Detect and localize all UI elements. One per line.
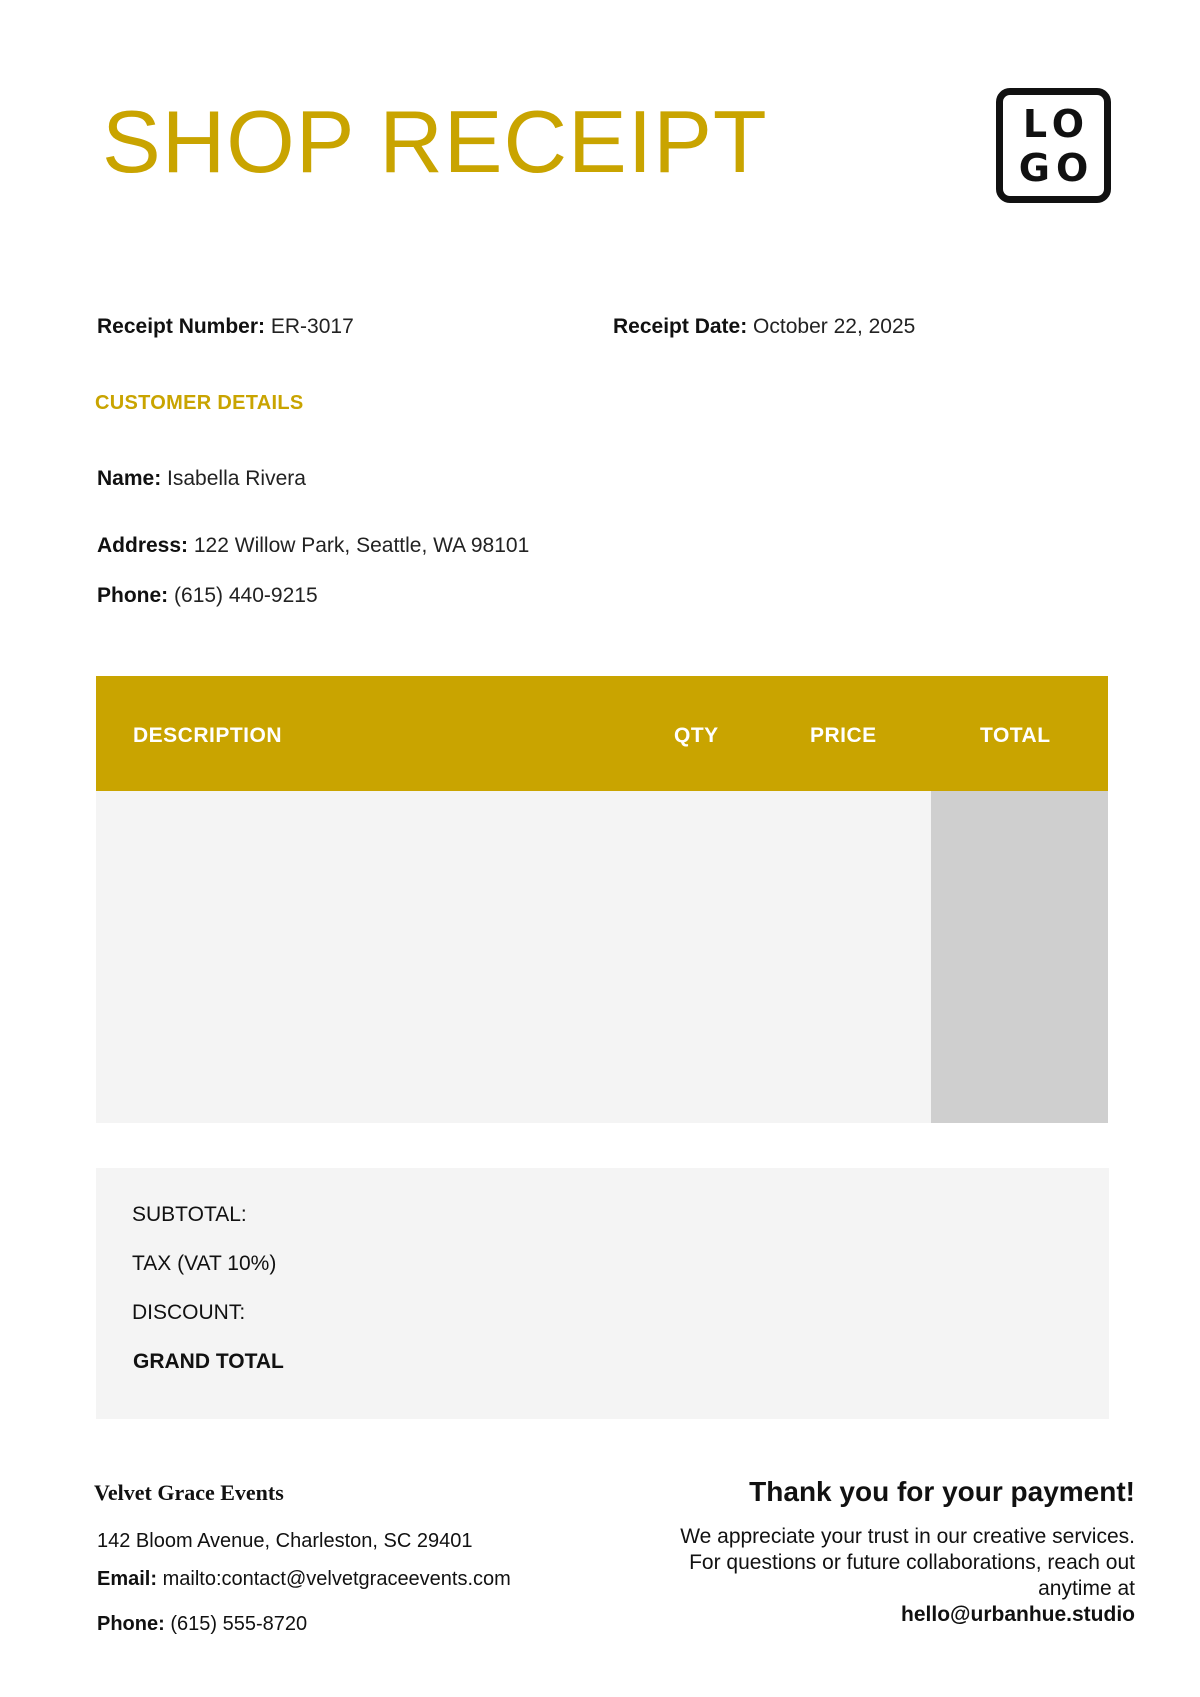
company-email-label: Email: [97, 1568, 158, 1590]
grand-total-label: GRAND TOTAL [133, 1350, 284, 1373]
items-table-total-column [931, 791, 1108, 1123]
customer-phone [97, 585, 318, 606]
column-description: DESCRIPTION [133, 724, 283, 747]
page-title: SHOP RECEIPT [102, 92, 768, 191]
customer-phone-value: (615) 440-9215 [174, 584, 318, 607]
thanks-email-link[interactable]: hello@urbanhue.studio [901, 1603, 1135, 1626]
column-price: PRICE [810, 724, 877, 747]
company-phone-value: (615) 555-8720 [170, 1613, 308, 1635]
receipt-date-label: Receipt Date: [613, 315, 748, 338]
company-name: Velvet Grace Events [94, 1480, 284, 1505]
customer-address-value: 122 Willow Park, Seattle, WA 98101 [193, 534, 530, 557]
logo [996, 88, 1111, 203]
customer-details-heading: CUSTOMER DETAILS [95, 392, 304, 414]
receipt-number [97, 316, 354, 337]
receipt-number-label: Receipt Number: [97, 315, 266, 338]
customer-address-label: Address: [97, 534, 189, 557]
receipt-date-value: October 22, 2025 [753, 315, 916, 338]
items-table-header [96, 676, 1108, 791]
customer-name [97, 468, 306, 489]
thanks-body-text: We appreciate your trust in our creative services. For questions or future collaborations, reach out anytime at [680, 1525, 1135, 1600]
summary-box [96, 1168, 1109, 1419]
column-qty: QTY [674, 724, 719, 747]
company-address: 142 Bloom Avenue, Charleston, SC 29401 [97, 1530, 473, 1552]
thanks-heading: Thank you for your payment! [749, 1476, 1135, 1507]
items-table-body [96, 791, 931, 1123]
company-phone [97, 1613, 307, 1636]
customer-phone-label: Phone: [97, 584, 169, 607]
company-email [97, 1568, 511, 1591]
receipt-number-value: ER-3017 [270, 315, 354, 338]
customer-name-value: Isabella Rivera [167, 467, 306, 490]
company-email-value[interactable]: mailto:contact@velvetgraceevents.com [162, 1568, 511, 1590]
customer-name-label: Name: [97, 467, 162, 490]
discount-label: DISCOUNT: [132, 1301, 246, 1324]
column-total: TOTAL [980, 724, 1051, 747]
receipt-date [613, 316, 915, 337]
tax-label: TAX (VAT 10%) [132, 1252, 277, 1275]
subtotal-label: SUBTOTAL: [132, 1203, 247, 1226]
company-phone-label: Phone: [97, 1613, 165, 1635]
customer-address [97, 535, 529, 556]
logo-text: LO GO [1018, 101, 1095, 190]
thanks-message [665, 1524, 1135, 1628]
